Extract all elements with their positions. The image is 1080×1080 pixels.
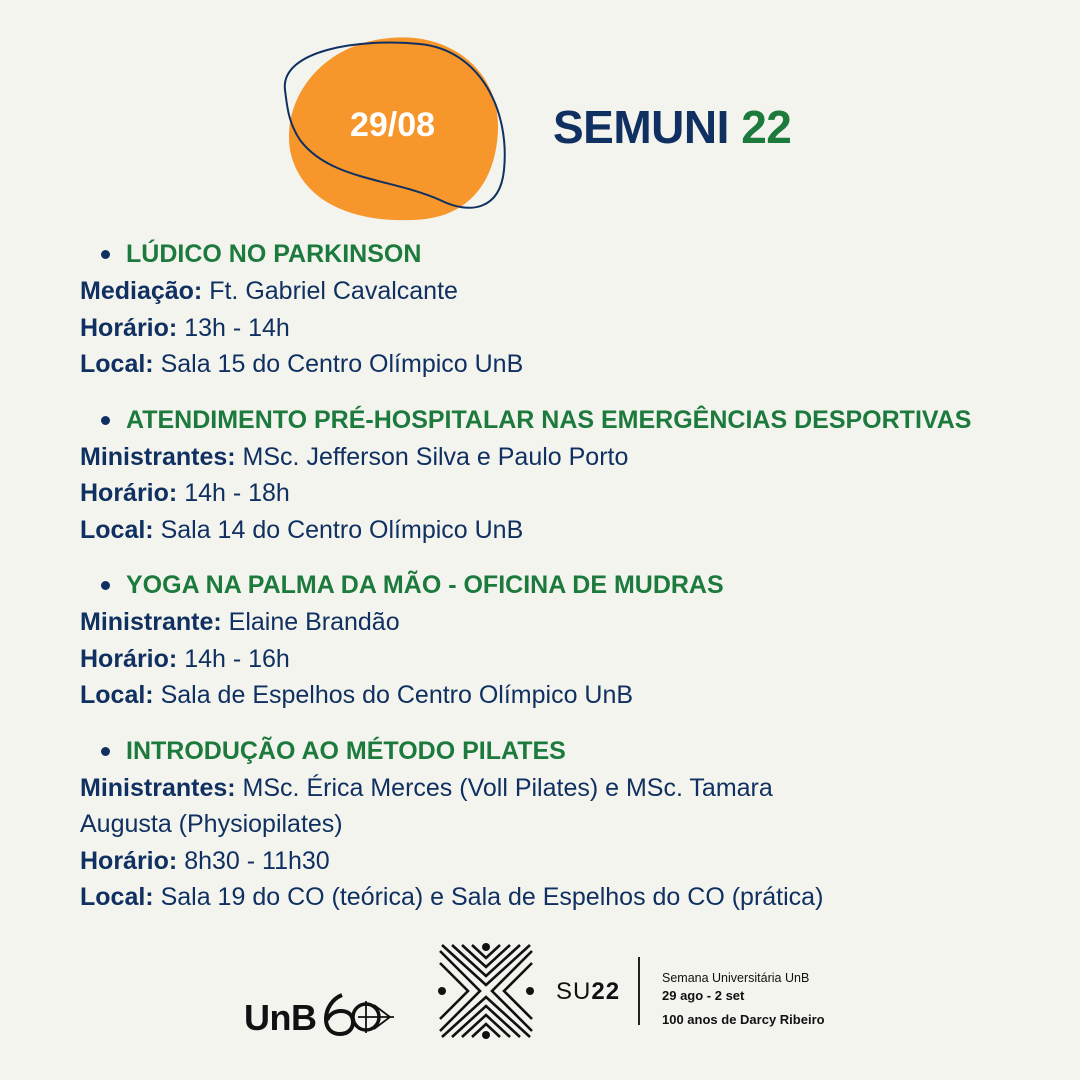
title-number: 22	[741, 101, 792, 153]
bullet-icon	[101, 581, 110, 590]
event-detail: Local: Sala de Espelhos do Centro Olímpico UnB	[80, 681, 634, 709]
event-detail: Mediação: Ft. Gabriel Cavalcante	[80, 277, 458, 305]
unb-60-logo-icon	[322, 987, 397, 1037]
event-detail: Local: Sala 14 do Centro Olímpico UnB	[80, 515, 524, 544]
event-list	[80, 236, 1020, 935]
event-item	[80, 733, 1020, 916]
su22-emblem-icon	[436, 941, 536, 1041]
page-title	[553, 100, 791, 154]
event-date: 29/08	[349, 106, 436, 144]
footer-info	[662, 970, 825, 1028]
info-line-2: 29 ago - 2 set	[662, 988, 745, 1003]
event-item	[80, 236, 1020, 383]
event-detail: Horário: 14h - 16h	[80, 644, 290, 673]
bullet-icon	[101, 747, 110, 756]
footer	[0, 935, 1080, 1055]
footer-divider	[638, 957, 640, 1025]
event-title: LÚDICO NO PARKINSON	[80, 236, 1020, 273]
event-title: INTRODUÇÃO AO MÉTODO PILATES	[80, 733, 1020, 770]
event-detail: Horário: 13h - 14h	[80, 313, 290, 342]
event-detail: Local: Sala 19 do CO (teórica) e Sala de Espelhos do CO (prática)	[80, 883, 824, 911]
event-detail: Ministrantes: MSc. Érica Merces (Voll Pilates) e MSc. Tamara	[80, 773, 773, 802]
event-detail: Ministrantes: MSc. Jefferson Silva e Paulo Porto	[80, 442, 629, 471]
info-line-3: 100 anos de Darcy Ribeiro	[662, 1012, 825, 1027]
event-detail: Local: Sala 15 do Centro Olímpico UnB	[80, 350, 524, 378]
bullet-icon	[101, 416, 110, 425]
event-title: ATENDIMENTO PRÉ-HOSPITALAR NAS EMERGÊNCIAS DESPORTIVAS	[80, 402, 1020, 439]
info-line-1: Semana Universitária UnB	[662, 971, 810, 985]
event-detail: Horário: 14h - 18h	[80, 479, 290, 507]
unb-logo-text: UnB	[244, 997, 317, 1038]
title-main: SEMUNI	[553, 101, 729, 153]
su22-text: SU22	[556, 978, 621, 1005]
event-detail: Augusta (Physiopilates)	[80, 810, 343, 838]
event-detail: Horário: 8h30 - 11h30	[80, 846, 330, 875]
event-title: YOGA NA PALMA DA MÃO - OFICINA DE MUDRAS	[80, 567, 1020, 604]
event-item	[80, 567, 1020, 714]
bullet-icon	[101, 250, 110, 259]
event-detail: Ministrante: Elaine Brandão	[80, 608, 400, 636]
event-item	[80, 402, 1020, 549]
